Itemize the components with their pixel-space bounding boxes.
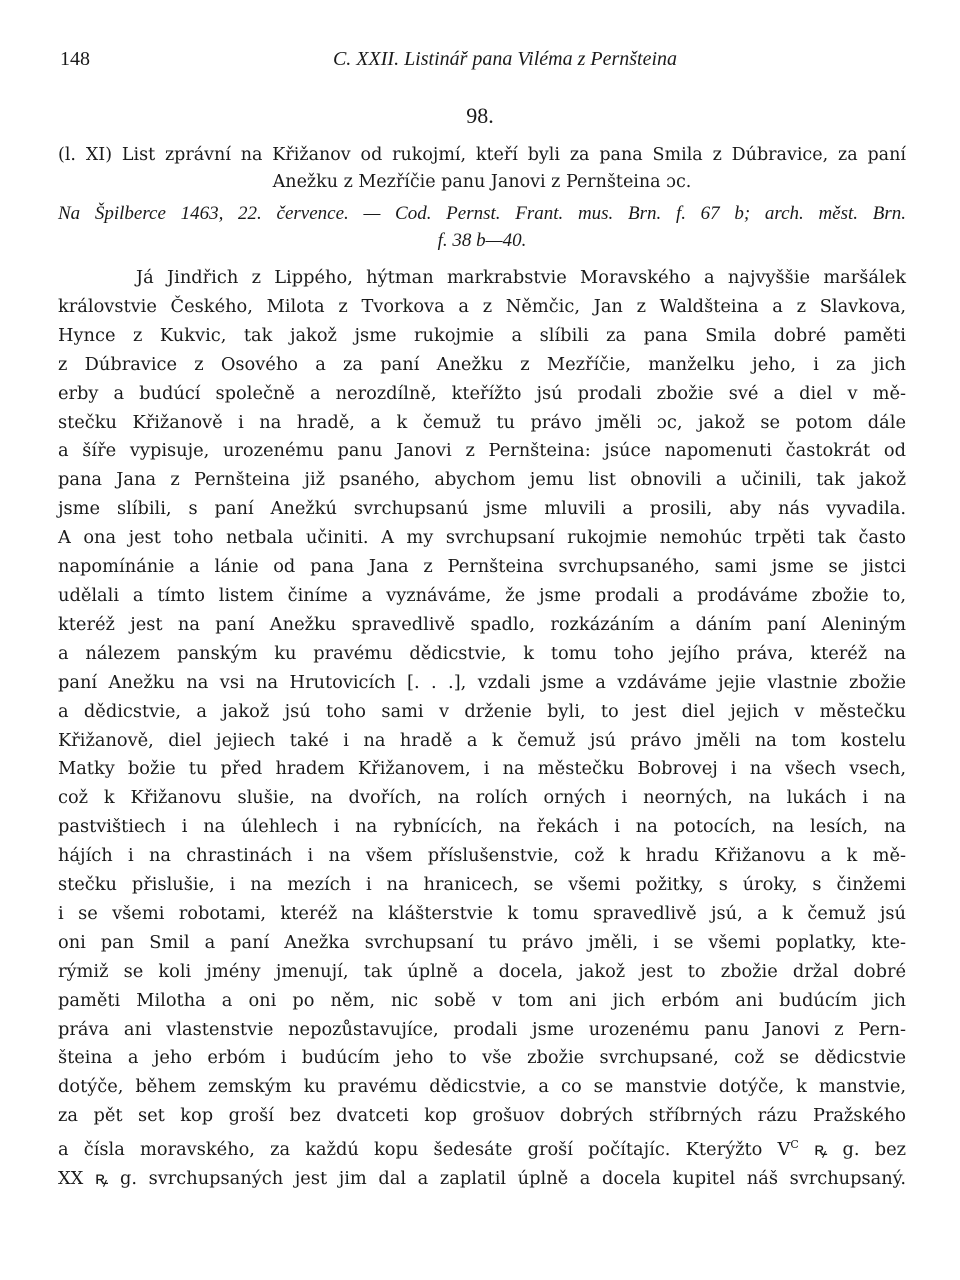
body-line: Hynce z Kukvic, tak jakož jsme rukojmie a slíbili za pana Smila dobré paměti (58, 324, 906, 346)
source-line-1: Na Špilberce 1463, 22. července. — Cod. Pernst. Frant. mus. Brn. f. 67 b; arch. měst. Brn. (58, 203, 906, 224)
body-line: práva ani vlastenstvie nepozůstavujíce, prodali jsme urozenému panu Janovi z Pern- (58, 1018, 906, 1040)
running-title: C. XXII. Listinář pana Viléma z Pernšteina (332, 48, 678, 70)
body-line: pana Jana z Pernšteina již psaného, abychom jemu list obnovili a učinili, tak jakož (58, 469, 906, 491)
line-tail: ꝶ g. bez (798, 1139, 907, 1161)
body-line: stečku Křižanově i na hradě, a k čemuž tu právo jměli ɔc, jakož se potom dále (58, 411, 906, 433)
source-citation (58, 200, 906, 254)
page-number: 148 (60, 48, 90, 70)
body-text (58, 264, 906, 1194)
body-line: A ona jest toho netbala učiniti. A my svrchupsaní rukojmie nemohúc trpěti tak často (58, 527, 906, 549)
body-line: paměti Milotha a oni po něm, nic sobě v tom ani jich erbóm ani budúcím jich (58, 989, 906, 1011)
body-line: erby a budúcí společně a nerozdílně, kteřížto jsú prodali zbožie své a diel v mě- (58, 382, 906, 404)
source-line-2: f. 38 b—40. (437, 230, 527, 251)
body-line: a čísla moravského, za každú kopu šedesáte groší počítajíc. Kterýžto $V^C$ ꝶ g. bez (58, 1138, 907, 1161)
body-line: a nálezem panským ku pravému dědicstvie, k tomu toho jejího práva, kteréž na (58, 642, 906, 664)
superscript: C (790, 1138, 799, 1152)
body-line: za pět set kop groší bez dvatceti kop grošuov dobrých stříbrných rázu Pražského (58, 1105, 906, 1127)
body-line: což k Křižanovu slušie, na dvořích, na rolích orných i neorných, na lukách i na (58, 787, 906, 809)
body-line: Křižanově, diel jejiech také i na hradě a k čemuž jsú právo jměli na tom kostelu (58, 729, 906, 751)
body-line: XX ꝶ g. svrchupsaných jest jim dal a zaplatil úplně a docela kupitel náš svrchupsaný. (58, 1168, 906, 1190)
body-line: a šíře vypisuje, urozenému panu Janovi z Pernšteina: jsúce napomenuti častokrát od (58, 440, 906, 462)
body-line: jsme slíbili, s paní Anežkú svrchupsanú jsme mluvili a prosili, aby nás vyvadila. (58, 498, 906, 520)
document-number: 98. (466, 103, 494, 128)
body-line: Já Jindřich z Lippého, hýtman markrabstvie Moravského a najvyššie maršálek (136, 267, 906, 288)
body-line: i se všemi robotami, kteréž na klášterstvie k tomu spravedlivě jsú, a k čemuž jsú (58, 902, 906, 924)
body-line: Matky božie tu před hradem Křižanovem, i na městečku Bobrovej i na všech vsech, (58, 758, 906, 780)
body-line: královstvie Českého, Milota z Tvorkova a z Němčic, Jan z Waldšteina a z Slavkova, (58, 295, 906, 317)
body-line: z Dúbravice z Osového a za paní Anežku z Mezříčie, manželku jeho, i za jich (58, 353, 906, 375)
heading-line-2: Anežku z Mezříčie panu Janovi z Pernšteina ɔc. (272, 172, 692, 192)
body-line: udělali a tímto listem činíme a vyznáváme, že jsme prodali a prodáváme zbožie to, (58, 584, 906, 606)
heading-line-1: (l. XI) List zprávní na Křižanov od rukojmí, kteří byli za pana Smila z Dúbravice, za paní (58, 145, 906, 165)
body-line: stečku přislušie, i na mezích i na hranicech, se všemi požitky, s úroky, s činžemi (58, 874, 906, 896)
body-line: šteina a jeho erbóm i budúcím jeho to vše zbožie svrchupsané, což se dědicstvie (58, 1047, 906, 1069)
body-line: pastvištiech i na úlehlech i na rybnících, na řekách i na potocích, na lesích, na (58, 816, 906, 838)
running-head (60, 48, 910, 74)
document-heading (58, 142, 906, 196)
body-line: kteréž jest na paní Anežku spravedlivě spadlo, rozkázáním a dáním paní Aleniným (58, 613, 906, 635)
body-line: paní Anežku na vsi na Hrutovicích [. . .], vzdali jsme a vzdáváme jejie vlastnie zbožie (58, 671, 906, 693)
body-line: dotýče, během zemským ku pravému dědicstvie, a co se manstvie dotýče, k manstvie, (58, 1076, 906, 1098)
body-line: rýmiž se koli jmény jmenují, tak úplně a docela, jakož jest to zbožie držal dobré (58, 960, 906, 982)
body-line: hájích i na chrastinách i na všem příslušenstvie, což k hradu Křižanovu a k mě- (58, 845, 906, 867)
body-line: a dědicstvie, a jakož jsú toho sami v drženie byli, to jest diel jejich v městečku (58, 700, 906, 722)
body-line: napomínánie a lánie od pana Jana z Pernšteina svrchupsaného, sami jsme se jistci (58, 556, 906, 578)
body-line: oni pan Smil a paní Anežka svrchupsaní tu právo jměli, i se všemi poplatky, kte- (58, 931, 906, 953)
